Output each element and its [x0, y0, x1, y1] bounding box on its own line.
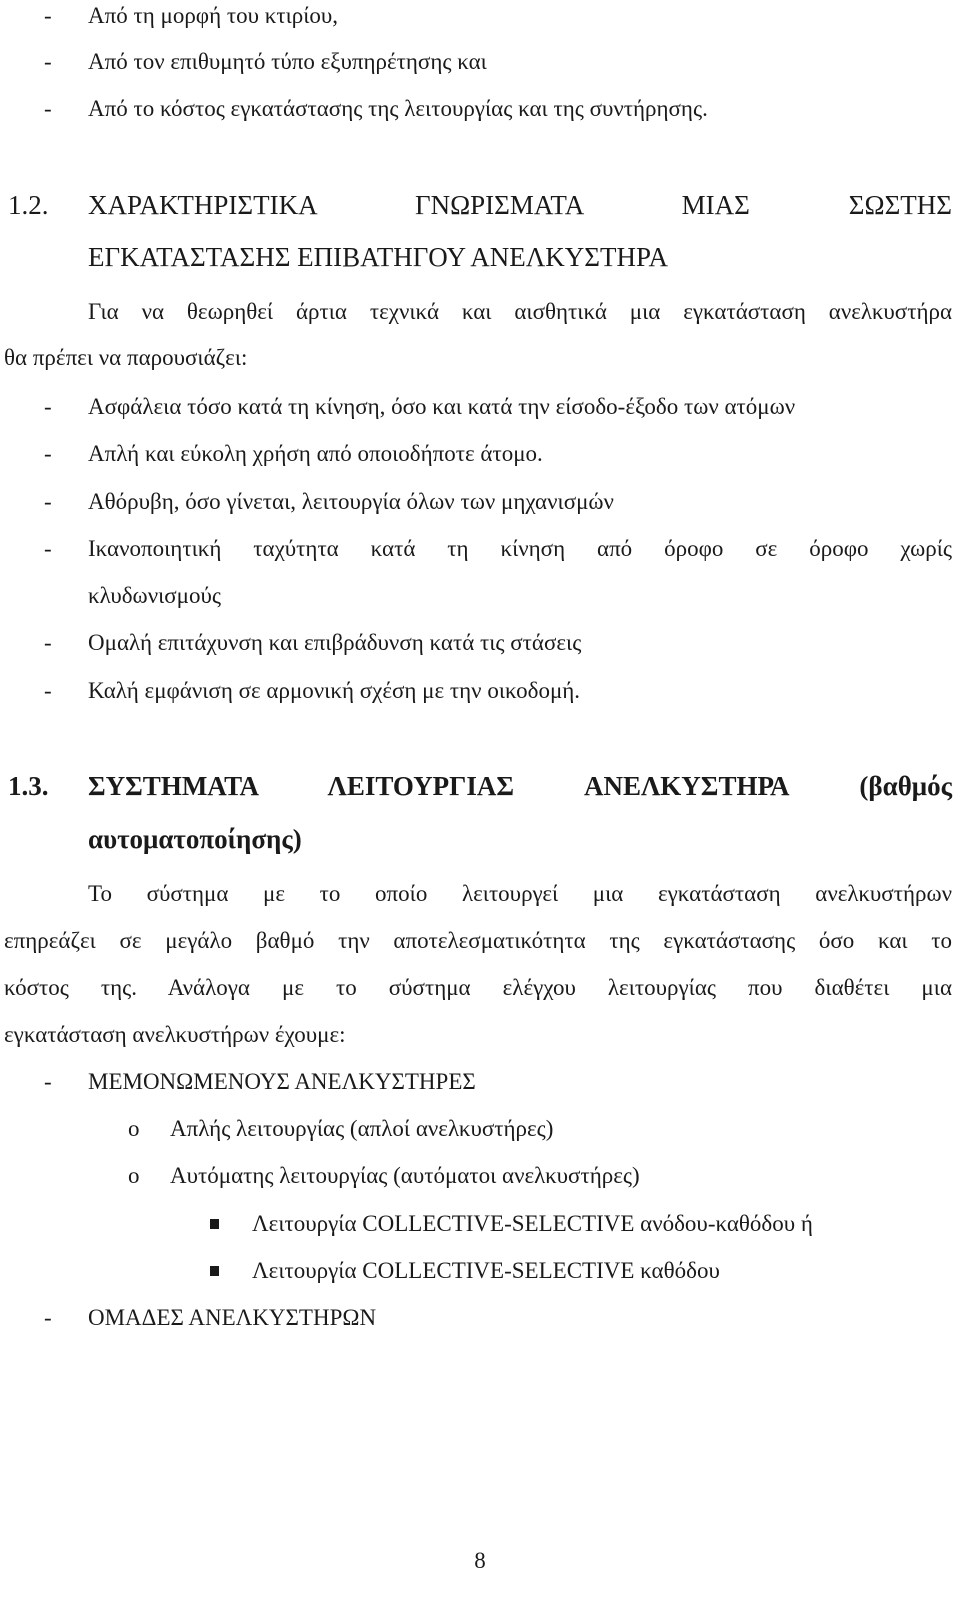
list-item-text: Ομαλή επιτάχυνση και επιβράδυνση κατά τις στάσεις — [88, 630, 582, 655]
dash-marker: - — [44, 678, 52, 703]
section-number: 1.2. — [8, 190, 49, 220]
dash-marker: - — [44, 1069, 52, 1094]
list-item-text: ΟΜΑΔΕΣ ΑΝΕΛΚΥΣΤΗΡΩΝ — [88, 1305, 377, 1330]
intro-item-text: Από τον επιθυμητό τύπο εξυπηρέτησης και — [88, 49, 487, 74]
dash-marker: - — [44, 394, 52, 419]
para-text: επηρεάζει σε μεγάλο βαθμό την αποτελεσματικότητα της εγκατάστασης όσο και το — [4, 928, 952, 953]
list-item-continuation: κλυδωνισμούς — [88, 583, 222, 608]
sub-list-item-text: Απλής λειτουργίας (απλοί ανελκυστήρες) — [170, 1116, 554, 1141]
section-title-line1: ΣΥΣΤΗΜΑΤΑ ΛΕΙΤΟΥΡΓΙΑΣ ΑΝΕΛΚΥΣΤΗΡΑ (βαθμός — [88, 771, 952, 801]
list-item-text: Καλή εμφάνιση σε αρμονική σχέση με την οικοδομή. — [88, 678, 581, 703]
paragraph-line: εγκατάσταση ανελκυστήρων έχουμε: — [4, 1022, 346, 1047]
sub-list-item-text: Αυτόματης λειτουργίας (αυτόματοι ανελκυστήρες) — [170, 1163, 640, 1188]
dash-marker: - — [44, 489, 52, 514]
sub-sub-list-item-text: Λειτουργία COLLECTIVE-SELECTIVE ανόδου-καθόδου ή — [252, 1211, 813, 1236]
square-bullet-icon — [210, 1266, 219, 1276]
section-title-line1: ΧΑΡΑΚΤΗΡΙΣΤΙΚΑ ΓΝΩΡΙΣΜΑΤΑ ΜΙΑΣ ΣΩΣΤΗΣ — [88, 190, 952, 220]
para-text: Για να θεωρηθεί άρτια τεχνικά και αισθητικά μια εγκατάσταση ανελκυστήρα — [88, 299, 952, 324]
section-title-line2: ΕΓΚΑΤΑΣΤΑΣΗΣ ΕΠΙΒΑΤΗΓΟΥ ΑΝΕΛΚΥΣΤΗΡΑ — [88, 242, 669, 272]
intro-item-text: Από το κόστος εγκατάστασης της λειτουργίας και της συντήρησης. — [88, 96, 708, 121]
para-text: Το σύστημα με το οποίο λειτουργεί μια εγκατάσταση ανελκυστήρων — [88, 881, 952, 906]
intro-item-text: Από τη μορφή του κτιρίου, — [88, 3, 339, 28]
list-item-text: Ικανοποιητική ταχύτητα κατά τη κίνηση από όροφο σε όροφο χωρίς — [88, 536, 952, 561]
dash-marker: - — [44, 96, 52, 121]
circle-bullet-marker: o — [128, 1116, 140, 1141]
dash-marker: - — [44, 3, 52, 28]
section-number: 1.3. — [8, 771, 49, 801]
section-title-line2: αυτοματοποίησης) — [88, 824, 302, 854]
list-item-text: Ασφάλεια τόσο κατά τη κίνηση, όσο και κατά την είσοδο-έξοδο των ατόμων — [88, 394, 796, 419]
dash-marker: - — [44, 49, 52, 74]
circle-bullet-marker: o — [128, 1163, 140, 1188]
page-number: 8 — [474, 1548, 486, 1573]
square-bullet-icon — [210, 1219, 219, 1229]
sub-sub-list-item-text: Λειτουργία COLLECTIVE-SELECTIVE καθόδου — [252, 1258, 720, 1283]
list-item-text: Αθόρυβη, όσο γίνεται, λειτουργία όλων των μηχανισμών — [88, 489, 614, 514]
dash-marker: - — [44, 441, 52, 466]
dash-marker: - — [44, 630, 52, 655]
list-item-text: Απλή και εύκολη χρήση από οποιοδήποτε άτομο. — [88, 441, 543, 466]
paragraph-line: θα πρέπει να παρουσιάζει: — [4, 345, 248, 370]
dash-marker: - — [44, 1305, 52, 1330]
para-text: κόστος της. Ανάλογα με το σύστημα ελέγχου λειτουργίας που διαθέτει μια — [4, 975, 952, 1000]
dash-marker: - — [44, 536, 52, 561]
list-item-text: ΜΕΜΟΝΩΜΕΝΟΥΣ ΑΝΕΛΚΥΣΤΗΡΕΣ — [88, 1069, 476, 1094]
